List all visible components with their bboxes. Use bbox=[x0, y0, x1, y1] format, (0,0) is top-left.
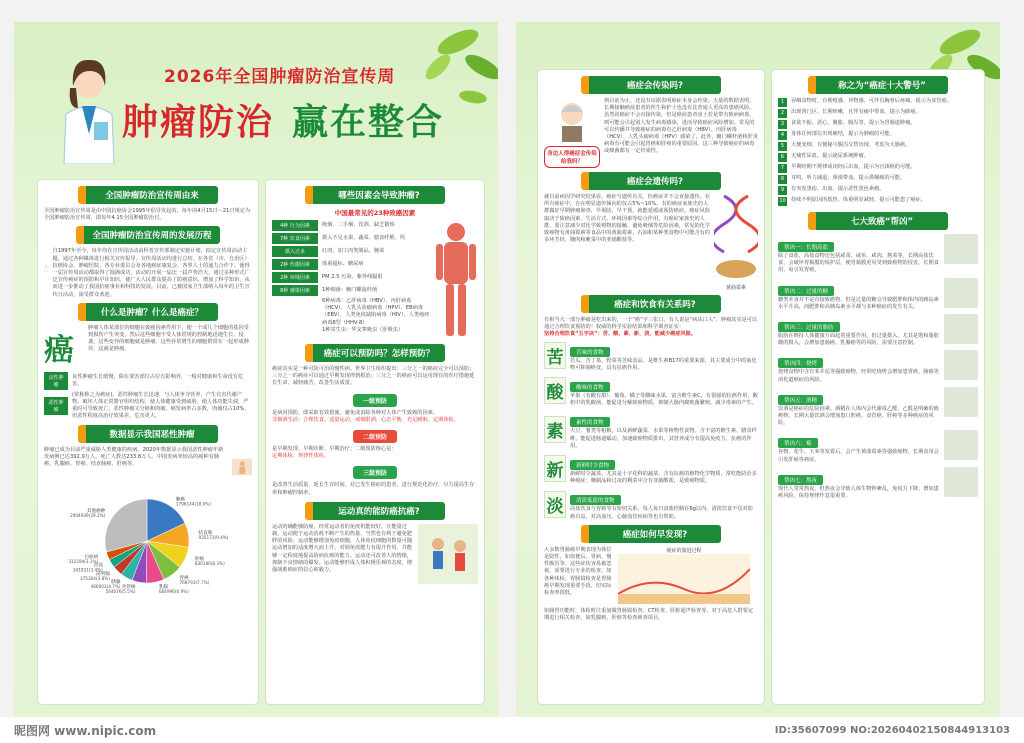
data-heading: 数据显示我国恶性肿瘤 bbox=[78, 425, 218, 443]
malignant-row bbox=[44, 392, 252, 421]
alarm-item bbox=[778, 109, 978, 118]
diet-item bbox=[544, 374, 758, 407]
alarm-item bbox=[778, 98, 978, 107]
diet-item-text: 大豆、薯类等粗粮，以及新鲜蔬菜、水果等植物性食物。含丰富的维生素、膳食纤维，能促进肠道蠕动，加速致癌物质排出，其营养成分有提高免疫力、抗癌的作用。 bbox=[570, 428, 757, 449]
pie-value-0: 1796144(18.0%) bbox=[175, 501, 212, 507]
pie-label-0: 肺癌 bbox=[175, 497, 185, 503]
alarm-item bbox=[778, 120, 978, 129]
bad-item-body bbox=[778, 314, 940, 347]
origin-text: 全国肿瘤防治宣传周是由中国抗癌协会1995年倡导发起的，每年的4月15日－21日规定为全国肿瘤防治宣传周，即每年4.15全国肿瘤防治日。 bbox=[44, 208, 251, 222]
level2-red: 定期体检、规律性体检。 bbox=[272, 453, 330, 460]
pie-label-1: 结直肠 bbox=[198, 530, 213, 536]
factors-subtitle: 中国最常见的23种致癌因素 bbox=[334, 209, 416, 217]
factor-text: 红肉、加工肉类制品、腌菜 bbox=[322, 247, 385, 254]
alarm-text: 吞咽食物时，有梗噎感、异物感、可伴有胸骨后疼痛，提示为食管癌。 bbox=[791, 98, 952, 104]
alarm-text: 大便变细、有便秘与腹泻交替出现，考虑为大肠癌。 bbox=[791, 142, 911, 148]
factor-tag: 4种 行为因素 bbox=[272, 220, 318, 231]
level1-text: 是病因预防，即采取有效措施，避免或消除各种对人体产生致癌的因素。 bbox=[272, 409, 439, 416]
poster-right bbox=[516, 22, 1000, 722]
alarm-number: 8 bbox=[778, 175, 787, 184]
pie-label-8: 宫颈 bbox=[93, 563, 103, 569]
nurse-icon bbox=[44, 248, 49, 288]
alarm-number: 5 bbox=[778, 142, 787, 151]
bad-item-name: 帮凶一：长期高盐 bbox=[778, 242, 834, 252]
alarm-number: 7 bbox=[778, 164, 787, 173]
malignant-text: (常称称之为癌症)。恶性肿瘤生长迅速，与人体争夺营养，产生有害代谢产物，破坏人体正常器官组织结构，使人体健康受到威胁，使人体功能失调，严重时可导致死亡。恶性肿瘤又分癌和肉瘤，癌发病率占多数，肉瘤仅占10%，但恶性程度高治疗效果差，危害更大。 bbox=[72, 391, 250, 420]
sport-text: 运动的确能够防癌，经常运动者的免疫机能较好，且能量过载，运动便于运动消耗不断产生的热量，当然也有利于避免肥胖的风险，运动能够增加免疫细胞，人体免疫细胞的数量可随运动增加的适度增大而上升，对调免疫能力有提升作用，并能够一定程度地提高防病抗癌的能力。运动还可改善人的情绪，抑制不良情绪的爆发。运动能够形成人体积极乐观的态度，增强战胜癌症的信心和毅力。 bbox=[272, 523, 413, 574]
pie-value-10: 2904939(29.2%) bbox=[70, 512, 106, 518]
bad-item-body bbox=[778, 350, 940, 383]
bad-item-text: 脂肪在维持人体健康方面起着重要作用，但过量摄入，尤其是饱和脂肪酸的摄入，会增加患肠癌、乳腺癌等的风险，需要注意控制。 bbox=[778, 333, 939, 347]
bad-item bbox=[778, 430, 978, 463]
bad-item-name: 帮凶七：熬夜 bbox=[778, 475, 823, 485]
contagion-block bbox=[544, 98, 758, 168]
pie-label-2: 肝癌 bbox=[194, 556, 205, 562]
level3 bbox=[272, 460, 478, 482]
bad-item-text: 饮酒是癌症的危险因素。酒精在人体内会代谢成乙醛，乙醛是明确的致癌物，长期大量饮酒会增加患口腔癌、食管癌、肝癌等多种癌症的风险。 bbox=[778, 405, 939, 427]
alarm-number: 3 bbox=[778, 120, 787, 129]
diet-item-body bbox=[570, 487, 758, 520]
bad-item-text: 糖类本身并不是直接致癌物，但是过量的糖会导致肥胖和体内的胰岛素水平升高，而肥胖和高胰岛素水平都与多种癌症的发生有关。 bbox=[778, 296, 939, 310]
alarm-number: 2 bbox=[778, 109, 787, 118]
diet-char: 素 bbox=[544, 416, 566, 443]
bad-list bbox=[778, 234, 978, 500]
prevent-text: 癌症其实是一种可防可治的慢性病。世界卫生组织提出：三分之一的癌症完全可以预防；三分之一的癌症可以通过早期发现得到根治；三分之一的癌症可以运用现有的医疗措施延长生命、减轻痛苦，改善生活质量。 bbox=[272, 366, 475, 387]
factor-tag: 摄入过多 bbox=[272, 246, 318, 257]
elderly-icon bbox=[544, 98, 600, 142]
what-block bbox=[44, 325, 252, 369]
alarm-heading: 称之为“癌症十大警号” bbox=[808, 76, 948, 94]
right-column bbox=[266, 180, 484, 704]
alarm-text: 身体任何部位出现硬结，提示为肿瘤的可能。 bbox=[791, 131, 895, 137]
diet-slogan: 坚持合理饮食“五字诀”：苦、酸、素、新、淡，能减少癌症风险。 bbox=[544, 331, 697, 338]
data-text: 肿瘤已成为目前严重威胁人类健康的疾病。2020年数据显示我国恶性肿瘤年新发病例已达392.9万人，死亡人数达233.8万人。中国发病率较高的癌种有肺癌、乳腺癌、胃癌、结直肠癌、肝癌等。 bbox=[44, 446, 224, 468]
factor-text: 1种细菌：幽门螺旋杆菌 bbox=[322, 286, 378, 293]
pie-value-7: 375304(3.8%) bbox=[79, 575, 110, 581]
exercise-illustration bbox=[418, 524, 478, 584]
poster-left bbox=[14, 22, 498, 722]
benign-label: 良性肿瘤 bbox=[44, 372, 68, 390]
pie-label-9: 白血病 bbox=[84, 554, 99, 560]
gene-heading: 癌症会遗传吗? bbox=[581, 172, 721, 190]
factor-text: 体重超标、糖尿病 bbox=[322, 260, 364, 267]
diet-char: 苦 bbox=[544, 342, 566, 369]
prevent-heading: 癌症可以预防吗？怎样预防？ bbox=[305, 344, 445, 362]
factors-block bbox=[272, 220, 478, 340]
bad-item-name: 帮凶二：过量的糖 bbox=[778, 286, 834, 296]
diet-item-text: 高盐饮食与胃癌等有密切关系，每人每日食盐控制在6g以内。清淡饮食不仅对防癌有益，对高血压、心脑血管疾病等也有帮助。 bbox=[570, 506, 753, 520]
diet-heading: 癌症和饮食有关系吗? bbox=[581, 295, 721, 313]
bad-item-photo bbox=[944, 314, 978, 344]
diet-item bbox=[544, 452, 758, 485]
early-text: 大多数胃肠癌早期表现为体位是隐性，如血便后、胃病，慢性腹泻等。这些症状容易被忽视，需要进行专业的检查，如各种体检。胃肠镜检查是胃肠癌早期发现重要手段，但实际检查率很低。 bbox=[544, 546, 612, 597]
dna-icon bbox=[714, 194, 758, 254]
bad-item-text: 除了食盐，高盐食物还包括咸菜、咸鱼、咸肉、酱菜等。长期高盐饮食，会破坏胃黏膜的保护层，使胃黏膜更易受到致癌物的侵害，长期食用，易引发胃癌。 bbox=[778, 253, 939, 274]
level3-label: 三级预防 bbox=[353, 466, 397, 479]
bad-item-photo bbox=[944, 234, 978, 264]
level2-label: 二级预防 bbox=[353, 430, 397, 443]
bad-item bbox=[778, 467, 978, 500]
evolution-caption: 癌症的演进过程 bbox=[666, 547, 702, 554]
pie-value-4: 684996(6.9%) bbox=[158, 588, 189, 594]
factors-heading: 哪些因素会导致肿瘤? bbox=[305, 186, 445, 204]
pie-value-5: 544076(5.5%) bbox=[105, 588, 136, 594]
alarm-text: 出现肾门区、长期咳嗽，且伴有痰中带血，提示为肺癌。 bbox=[791, 109, 921, 115]
sport-heading: 运动真的能防癌抗癌? bbox=[305, 502, 445, 520]
left-column bbox=[38, 180, 258, 704]
bad-item-body bbox=[778, 278, 940, 311]
bad-item-name: 帮凶三：过量的脂肪 bbox=[778, 322, 840, 332]
contagion-figure bbox=[544, 98, 600, 168]
bad-item-photo bbox=[944, 350, 978, 380]
slogan bbox=[122, 94, 444, 145]
pie-value-2: 830180(8.3%) bbox=[194, 560, 225, 566]
gene-text: 就目前病因学研究结果看，癌症与遗传有关，但癌症并不会直接遗传。在所有癌症中，存在明显遗传倾向的仅占5%~10%。有的癌症家族史的人群做好早期肿瘤筛查，早预防、早干预，就能延缓或预防癌症。癌症风险取决于致癌因素、生活方式、环境因素等综合作用。有癌症家族史的人群，要注意减少对化学致癌物的接触，避免吸烟等危险因素，常见的化学致癌物有黄曲霉素等食品中的黄曲霉素，石油和某种类食物中可能含有的多环芳烃，腌肉和腌菜中的亚硝酸盐等。 bbox=[544, 194, 711, 244]
bad-item-body bbox=[778, 234, 940, 275]
early-heading: 癌症如何早发现? bbox=[581, 525, 721, 543]
alarm-text: 食欲不振、恶心、腹胀、腹泻等，提示为胃肠道肿瘤。 bbox=[791, 120, 916, 126]
pie-label-6: 胰腺 bbox=[111, 579, 121, 585]
diet-list bbox=[544, 339, 758, 521]
diet-item-name: 新鲜时令食物 bbox=[570, 460, 615, 470]
watermark-right: ID:35607099 NO:20260402150844913103 bbox=[774, 724, 1010, 736]
bad-item bbox=[778, 387, 978, 428]
bad-item-body bbox=[778, 387, 940, 428]
alarm-text: 有突发黑痣、出血，提示恶性黑色素瘤。 bbox=[791, 186, 885, 192]
diet-item-name: 苦味的食物 bbox=[570, 347, 610, 357]
pie-value-1: 935173(9.4%) bbox=[198, 534, 229, 540]
diet-item bbox=[544, 487, 758, 520]
alarm-text: 无痛性尿血，提示泌尿系统肿瘤。 bbox=[791, 153, 869, 159]
alarm-item bbox=[778, 164, 978, 173]
origin-heading: 全国肿瘤防治宣传周由来 bbox=[78, 186, 218, 204]
bad-item bbox=[778, 234, 978, 275]
pie-label-10: 其他癌种 bbox=[86, 508, 106, 514]
factor-tag: 8种 感染因素 bbox=[272, 285, 318, 296]
diet-item-body bbox=[570, 452, 758, 485]
bad-item bbox=[778, 314, 978, 347]
evolution-illustration bbox=[618, 554, 750, 604]
alarm-number: 1 bbox=[778, 98, 787, 107]
page-title: 2026年全国肿瘤防治宣传周 bbox=[164, 67, 396, 87]
alarm-number: 10 bbox=[779, 198, 786, 204]
alarm-number: 6 bbox=[778, 153, 787, 162]
factor-tag: 2种 代谢因素 bbox=[272, 259, 318, 270]
doctor-illustration bbox=[54, 44, 124, 164]
alarm-text: 耳鸣、听力减退、鼻涕带血，提示鼻咽癌的可能。 bbox=[791, 175, 906, 181]
bad-item bbox=[778, 350, 978, 383]
level2-text: 是早期发现、早期诊断、早期治疗；二级预防核心是： bbox=[272, 446, 397, 453]
factor-row bbox=[272, 233, 434, 244]
factor-tag: 2种 环境因素 bbox=[272, 272, 318, 283]
alarm-item bbox=[778, 186, 978, 195]
diet-item bbox=[544, 339, 758, 372]
level1 bbox=[272, 388, 478, 410]
alarm-text: 早期经期不规律或闭经后出血，提示为宫颈癌的可能。 bbox=[791, 164, 916, 170]
bad-item bbox=[778, 278, 978, 311]
diet-item-name: 清淡低盐的食物 bbox=[570, 495, 621, 505]
alarm-item bbox=[778, 153, 978, 162]
sport-block bbox=[272, 524, 478, 584]
early-text-2: 如肠胃功能时，体检时注重加做胃肠镜检查、CT检查、肝脏超声检查等。对于高危人群要定期进行相关检查，如乳腺癌、肝癌等检查筛查项目。 bbox=[544, 607, 754, 622]
contagion-heading: 癌症会传染吗? bbox=[581, 76, 721, 94]
benign-row bbox=[44, 372, 252, 390]
bad-item-photo bbox=[944, 387, 978, 417]
diet-char: 淡 bbox=[544, 491, 566, 518]
anatomy-figure bbox=[434, 220, 478, 340]
alarm-item bbox=[778, 142, 978, 151]
alarm-item bbox=[778, 175, 978, 184]
diet-char: 新 bbox=[544, 455, 566, 482]
history-heading: 全国肿瘤防治宣传周的发展历程 bbox=[76, 226, 219, 244]
level2 bbox=[272, 424, 478, 446]
diet-item-text: 新鲜时令蔬菜，尤其是十字花科的蔬菜，含有抗癌的植物化学物质，常吃能防治多种癌症；腌制品和过夜的剩菜中含有亚硝酸盐，是致癌物质。 bbox=[570, 471, 757, 485]
alarm-list bbox=[778, 98, 978, 206]
alarm-text: 持续不明原因的低热、体重明显减轻，提示可能患了癌症。 bbox=[791, 197, 926, 203]
diet-text: 有相当大一部分肿瘤是吃出来的，一个“癌”字三张口。有人说是“病从口入”。肿瘤其实是可以通过合理饮食预防的！权威的科学实验结果和科学调查证实： bbox=[544, 317, 758, 331]
diet-item-body bbox=[570, 409, 758, 450]
benign-text: 良性肿瘤生长缓慢，除在要害部位占位有影响外，一般对健康和生命没有危害。 bbox=[72, 373, 244, 387]
parasite-text: 1种寄生虫：华支睾吸虫（肝吸虫） bbox=[322, 326, 404, 333]
bad-item-text: 谷物、花生、玉米等发霉后，会产生黄曲霉素等强致癌物，长期食用会引发肝癌等癌症。 bbox=[778, 449, 939, 463]
factor-tag: 7种 饮食因素 bbox=[272, 233, 318, 244]
watermark-bar bbox=[0, 717, 1024, 743]
diet-item bbox=[544, 409, 758, 450]
contagion-text: 到目前为止，还没有证据表明癌症本身会传染。大量的数据表明，长期接触癌症患者的医生和护士也没有比普通人更高的患癌风险。虽然说癌症不会直接传染，但是癌症患者身上若是带有致病病毒，则可能会引起别人发生病毒感染，进而导致癌症风险增加。常见的可以传播并导致癌症的病毒有乙肝病毒（HBV）、丙肝病毒（HCV）、人乳头瘤病毒（HPV）感染了，此外，幽门螺杆菌和肝炎病毒有可能会引起胃癌和肝癌的重要原因。这三种导致癌症的病毒或细菌都有一定传染性。 bbox=[604, 98, 758, 155]
pie-label-7: 前列腺 bbox=[96, 571, 110, 577]
alarm-item bbox=[778, 131, 978, 140]
pie-value-6: 466003(4.7%) bbox=[90, 583, 121, 589]
aflatoxin-caption: 黄曲霉素 bbox=[725, 285, 746, 291]
bad-item-body bbox=[778, 467, 940, 500]
alarm-item bbox=[778, 197, 978, 206]
right-poster-left-column bbox=[538, 70, 764, 704]
level1-red: 非烟酒生活：合理饮食、适量运动、戒烟限酒、心态平衡、充足睡眠、定期体检。 bbox=[272, 416, 459, 423]
level1-label: 一级预防 bbox=[353, 394, 397, 407]
pie-value-9: 311594(3.1%) bbox=[68, 558, 99, 564]
factor-row bbox=[272, 246, 434, 257]
bad-item-photo bbox=[944, 278, 978, 308]
virus-text: 6种病毒：乙肝病毒（HBV）、丙肝病毒（HCV）、人乳头状瘤病毒（HPV）、EB病毒（EBV）、人类免疫缺陷病毒（HIV）、人类疱疹病毒8型（HHV-8） bbox=[322, 298, 430, 326]
diet-item-name: 酸味的食物 bbox=[570, 382, 610, 392]
early-chart bbox=[618, 547, 750, 608]
factor-row bbox=[272, 220, 434, 231]
diet-item-body bbox=[570, 374, 758, 407]
factor-row bbox=[272, 259, 434, 270]
what-text: 肿瘤人体某部位的细胞在致癌因素作用下，使一个或几个细胞的基因受到损伤产生突变，然后这些细胞不受人体常规的控制地迅速生长、侵袭，这些变异的细胞就是肿瘤。这些异常增生的细胞群常在一起形成肿块，这就是肿瘤。 bbox=[88, 324, 249, 353]
diet-item-text: 苹果（有酸有甜）、葡萄、橘子等酸味水果，富含维生素C，有很强的抗癌作用，酸奶中的乳酸菌，能促进分解致癌物质，抑制大肠内腐败菌繁殖，减少毒素的产生。 bbox=[570, 393, 758, 407]
diet-item-name: 素性的食物 bbox=[570, 417, 610, 427]
pie-value-3: 768793(7.7%) bbox=[179, 579, 210, 585]
factor-row bbox=[272, 272, 434, 283]
malignant-label: 恶性肿瘤 bbox=[44, 397, 68, 415]
alarm-number: 4 bbox=[778, 131, 787, 140]
factor-text: PM 2.5 污染、紫外线辐射 bbox=[322, 273, 383, 280]
speech-bubble: 身边人得癌症会传染给我吗？ bbox=[544, 146, 600, 168]
bad-item-name: 帮凶六：霉 bbox=[778, 438, 818, 448]
factors-list bbox=[272, 220, 434, 340]
data-block bbox=[44, 447, 252, 487]
slogan-b: 赢在整合 bbox=[292, 102, 445, 143]
bad-item-photo bbox=[944, 467, 978, 497]
what-heading: 什么是肿瘤？什么是癌症？ bbox=[78, 303, 218, 321]
diet-item-text: 苦瓜、苦丁茶、野菜等苦味食品，是维生素B17的重要来源，其主要成分中的氰化物可抑制癌变，具有抗癌作用。 bbox=[570, 357, 757, 371]
bad-item-name: 帮凶五：酒精 bbox=[778, 395, 823, 405]
bad-item-text: 现代人常常熬夜，但熬夜会导致人体生物钟紊乱，免疫力下降，增加患癌风险。保持规律作息很重要。 bbox=[778, 485, 939, 500]
pie-label-3: 胃癌 bbox=[179, 575, 189, 581]
factor-text: 吸烟、二手烟、饮酒、缺乏锻炼 bbox=[322, 221, 395, 228]
bad-item-photo bbox=[944, 430, 978, 460]
level3-text: 是改善生活质量、延长生存时间，对已发生癌症的患者，进行规范化治疗，尽力提高生存率和肿瘤控制率。 bbox=[272, 482, 475, 496]
early-block bbox=[544, 547, 758, 608]
bad-item-name: 帮凶四：烧烤 bbox=[778, 358, 823, 368]
diet-item-body bbox=[570, 339, 758, 372]
body-icon bbox=[232, 447, 253, 487]
factor-row bbox=[272, 285, 434, 296]
right-poster-right-column bbox=[772, 70, 984, 704]
bad-item-body bbox=[778, 430, 940, 463]
cancer-glyph: 癌 bbox=[44, 332, 74, 368]
gene-block bbox=[544, 194, 758, 291]
pie-label-4: 乳腺 bbox=[158, 584, 169, 590]
slogan-a: 肿瘤防治 bbox=[122, 102, 275, 143]
history-block bbox=[44, 248, 252, 298]
watermark-left: 昵图网 www.nipic.com bbox=[14, 723, 157, 738]
alarm-number: 9 bbox=[778, 186, 787, 195]
diet-char: 酸 bbox=[544, 377, 566, 404]
bad-item-text: 烧烤食物中含有苯并芘等强致癌物，经常吃烧烤会增加患胃癌、肠癌等消化道癌症的风险。 bbox=[778, 369, 939, 383]
factor-text: 摄入不足水果、蔬菜、膳食纤维、钙 bbox=[322, 234, 406, 241]
cancer-pie-chart bbox=[44, 487, 250, 595]
bad-heading: 七大致癌“帮凶” bbox=[808, 212, 948, 230]
pie-label-5: 食管癌 bbox=[121, 584, 136, 590]
pie-value-8: 341831(3.4%) bbox=[72, 567, 103, 573]
peanut-icon bbox=[714, 258, 758, 280]
history-text: 自1997年至今，每年均在宣传周活动由科普宣传部制定实施计划，拟定宣传周活动主题，通过各种媒体进行相关宣传报导，宣传周活动均进行总结。在各省（市、自治区）抗癌协会、肿瘤医院、各专业委员会及各地癌症康复会、各界人士的通力合作下，使得一届宣传周活动都取得了圆满成功。活动的开展一届比一届声势浩大，通过多种形式广泛宣传癌症的预防和早诊知识，使广大人民群众提高了防癌意识，增加了科学知识，从而进一步推动了我国抗癌事业和科技的发展。目前，已被国家卫生部纳入每年的卫生宣传日活动，深受群众欢迎。 bbox=[52, 248, 250, 298]
gene-figure bbox=[714, 194, 758, 291]
